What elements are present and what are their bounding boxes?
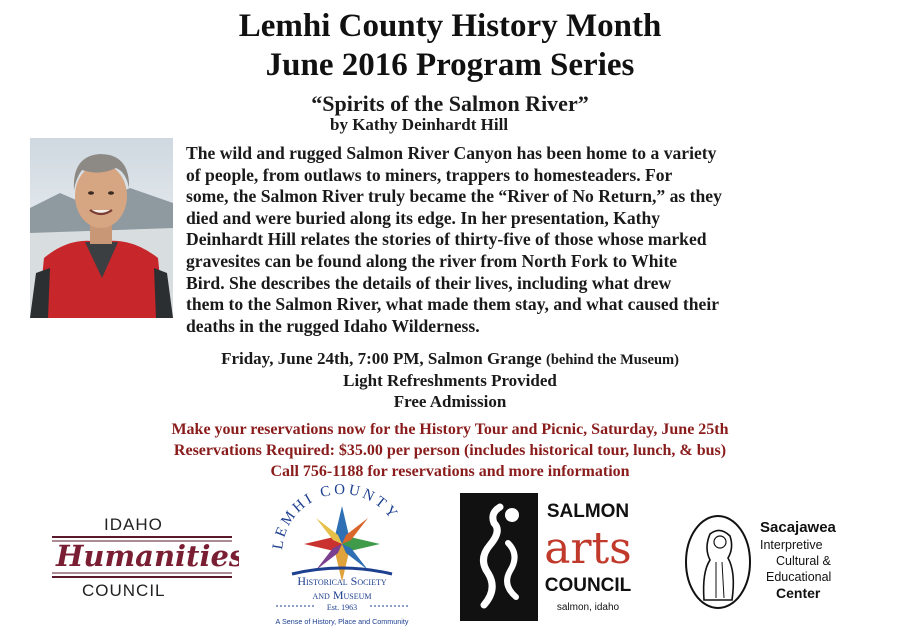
lemhi-line1: Historical Society [297,574,387,588]
humanities-middle-text: Humanities [56,539,239,573]
reservation-line3: Call 756-1188 for reservations and more information [270,463,630,480]
sacajawea-center-logo [680,512,860,612]
description-line: deaths in the rugged Idaho Wilderness. [186,315,480,336]
event-refreshments: Light Refreshments Provided [343,371,557,390]
sacajawea-line3: Cultural & [776,554,831,568]
reservation-line1: Make your reservations now for the History Tour and Picnic, Saturday, June 25th [171,421,729,438]
sacajawea-line4: Educational [766,570,832,584]
sacajawea-line1: Sacajawea [760,519,836,536]
arts-line3: COUNCIL [544,575,632,596]
idaho-humanities-council-logo [44,510,239,600]
description-line: The wild and rugged Salmon River Canyon has been home to a variety [186,143,717,163]
arts-line4: salmon, idaho [556,602,620,613]
sacajawea-line5: Center [776,585,821,601]
speaker-photo [30,138,173,318]
event-when-where: Friday, June 24th, 7:00 PM, Salmon Grange [221,349,542,368]
salmon-arts-council-logo [460,493,635,621]
description-line: died and were buried along its edge. In her presentation, Kathy [186,207,661,228]
event-datetime-location [0,349,900,370]
event-admission: Free Admission [393,392,507,411]
lemhi-tagline: A Sense of History, Place and Community [275,617,409,626]
reservation-line2: Reservations Required: $35.00 per person (includes historical tour, lunch, & bus) [173,442,727,459]
page-title-line2: June 2016 Program Series [265,47,635,83]
talk-title: “Spirits of the Salmon River” [311,91,589,116]
event-location-note: (behind the Museum) [545,352,679,368]
lemhi-est: Est. 1963 [326,603,358,612]
lemhi-line2: and Museum [312,588,372,602]
sacajawea-line2: Interpretive [760,538,823,552]
humanities-bottom-text: COUNCIL [82,581,166,600]
arts-line2: arts [544,523,632,574]
lemhi-arc-text: LEMHI COUNTY [269,482,402,551]
description-line: Bird. She describes the details of their lives, including what drew [186,272,672,293]
talk-description [186,143,831,337]
lemhi-historical-society-logo [262,482,422,632]
arts-line1: SALMON [546,501,630,522]
description-line: gravesites can be found along the river from North Fork to White [186,250,678,271]
humanities-top-text: IDAHO [104,515,163,534]
description-line: them to the Salmon River, what made them stay, and what caused their [186,294,720,315]
description-line: some, the Salmon River truly became the “River of No Return,” as they [186,186,722,207]
description-line: Deinhardt Hill relates the stories of thirty-five of those whose marked [186,229,707,250]
page-title-line1: Lemhi County History Month [238,8,662,44]
description-line: of people, from outlaws to miners, trappers to homesteaders. For [186,164,673,185]
talk-author: by Kathy Deinhardt Hill [330,115,509,134]
